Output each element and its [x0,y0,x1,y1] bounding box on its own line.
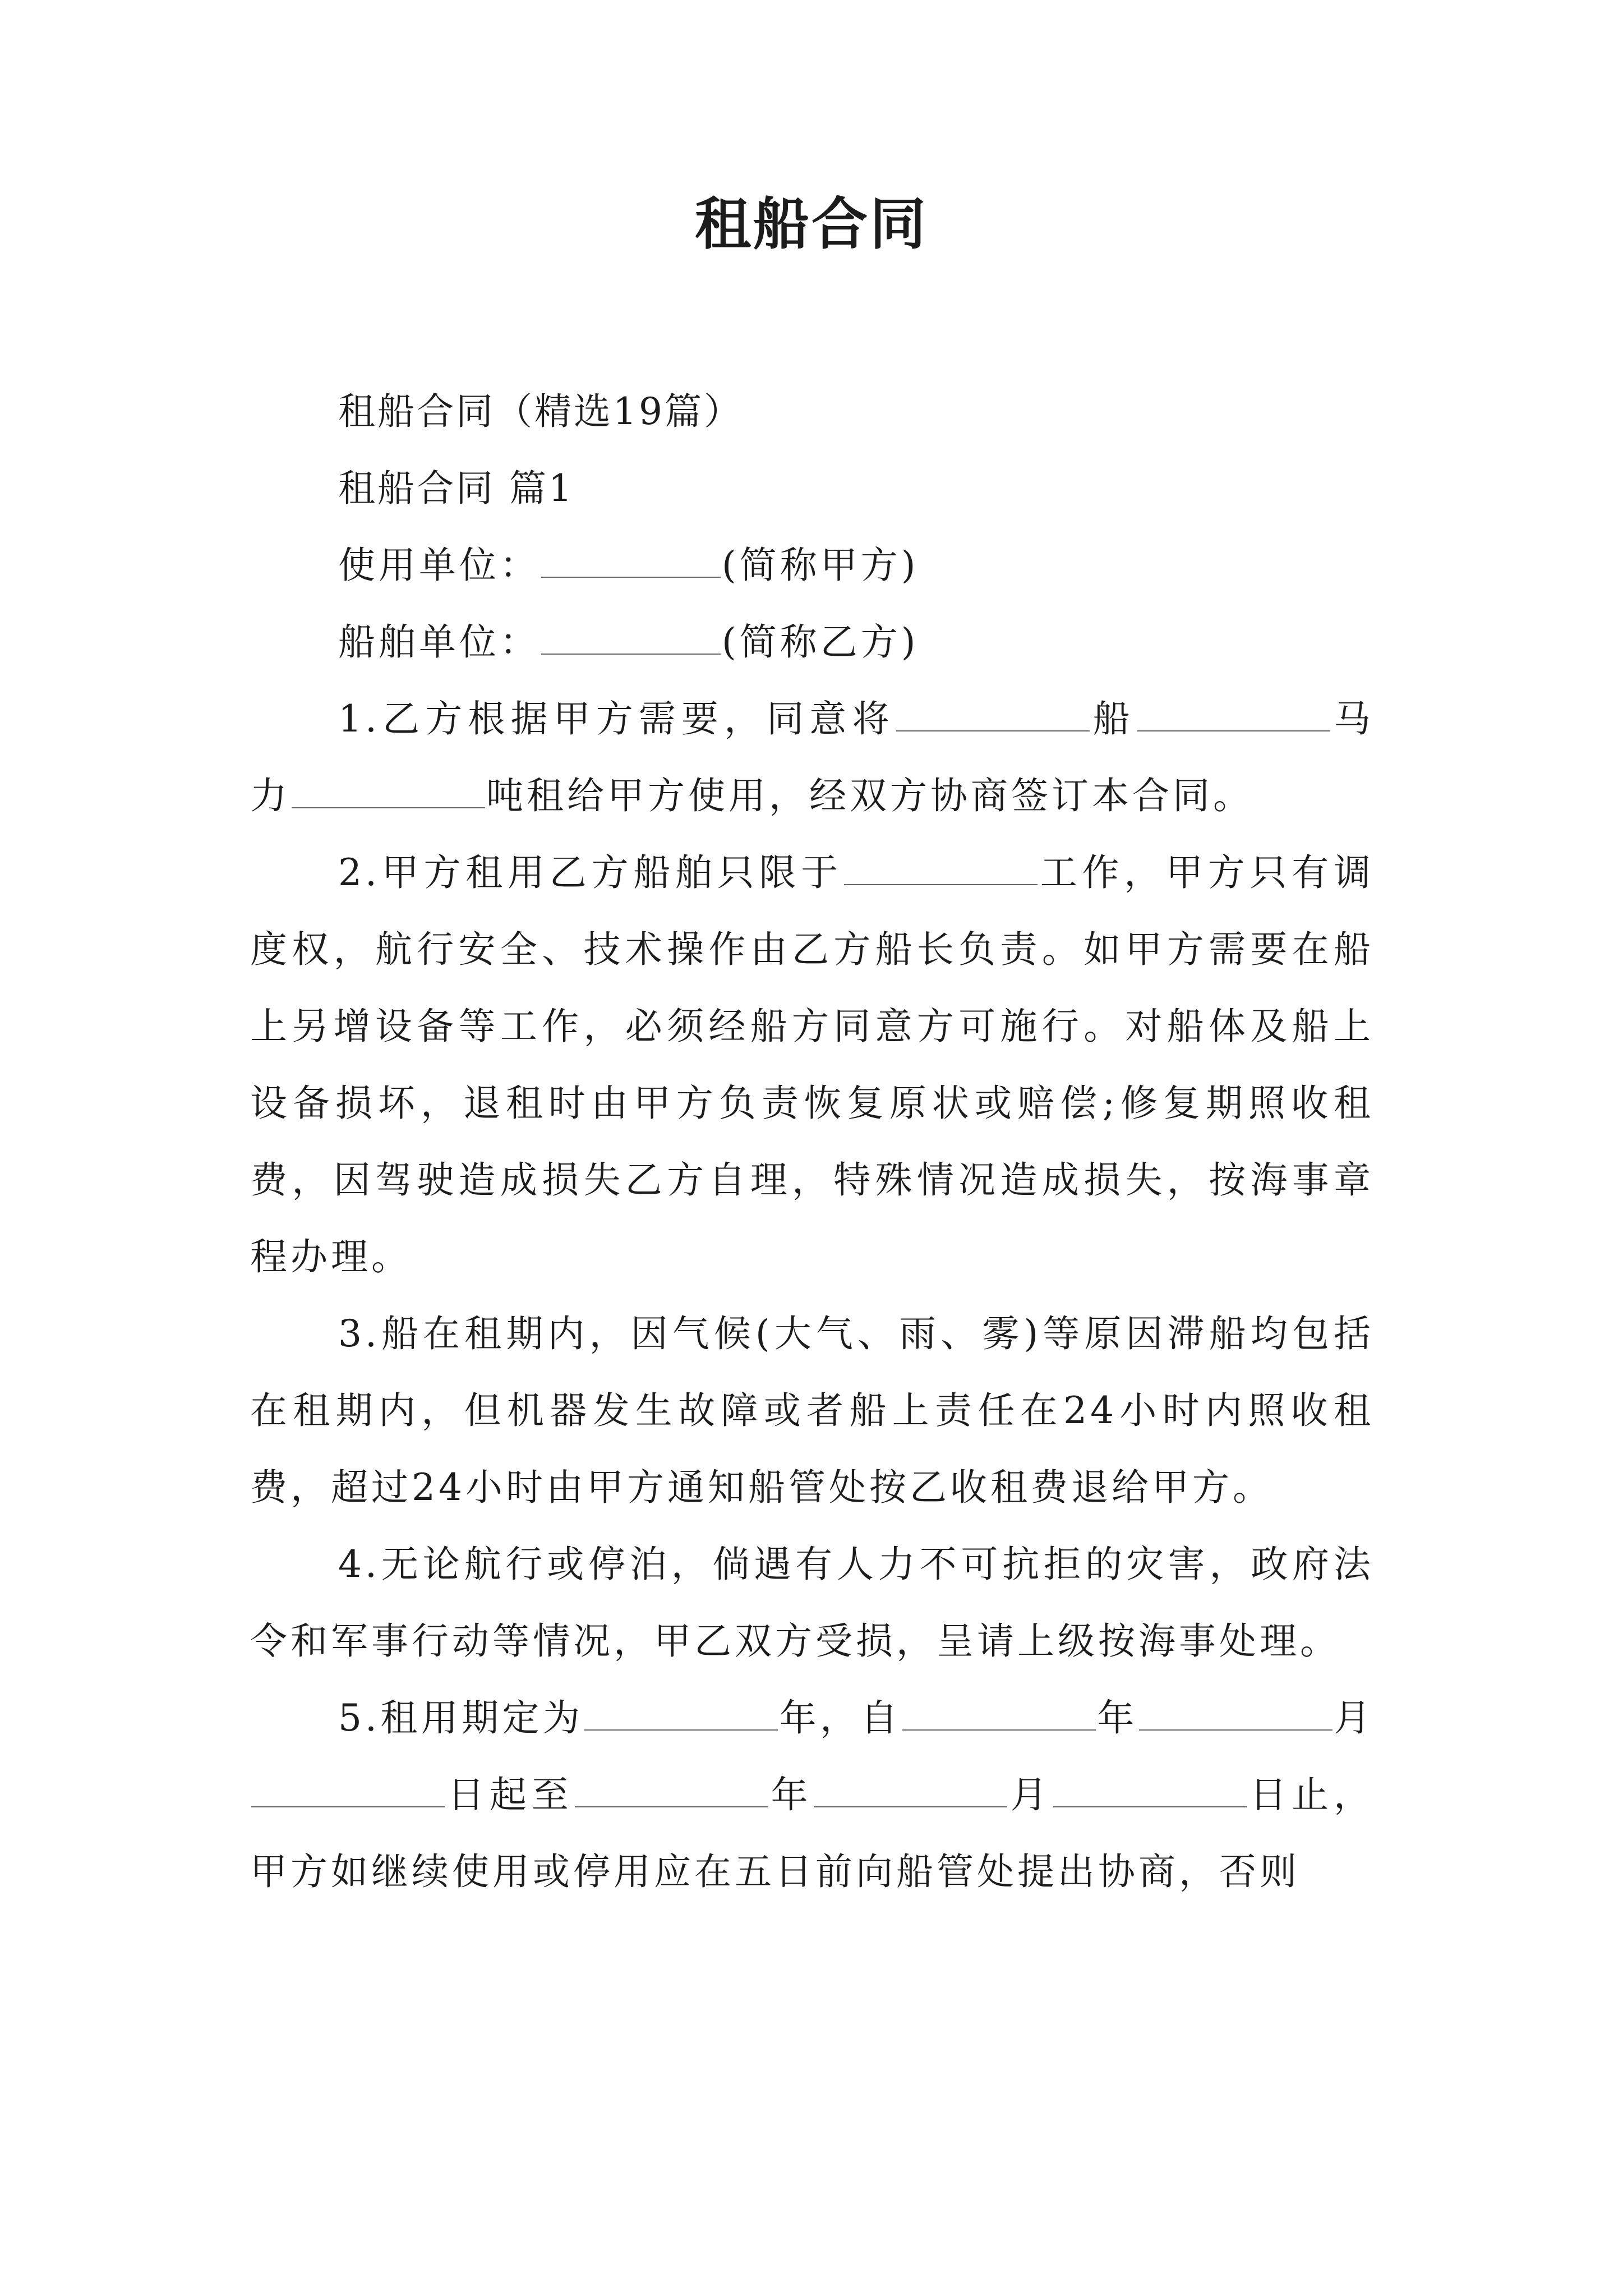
work-scope-blank [844,850,1038,885]
party-b-blank [541,620,721,655]
clause-5-text: 年，自 [779,1696,901,1740]
clause-1-text: 1.乙方根据甲方需要，同意将 [338,697,895,740]
clause-1-text: 船 [1090,697,1136,740]
clause-5-text: 年 [1096,1696,1138,1740]
ship-name-blank [896,697,1090,731]
tonnage-blank [292,774,485,808]
party-a-label: 使用单位： [338,544,540,587]
clause-5-text: 日起至 [446,1773,574,1816]
clause-1 [250,680,1374,834]
clause-3: 3.船在租期内，因气候(大气、雨、雾)等原因滞船均包括在租期内，但机器发生故障或者船上责任在24小时内照收租费，超过24小时由甲方通知船管处按乙收租费退给甲方。 [250,1312,1374,1509]
start-month-blank [1139,1696,1332,1731]
party-a-line [250,527,1374,604]
clause-1-text: 吨租给甲方使用，经双方协商签订本合同。 [486,774,1253,817]
end-day-blank [1053,1773,1247,1807]
party-b-line [250,604,1374,680]
clause-4: 4.无论航行或停泊，倘遇有人力不可抗拒的灾害，政府法令和军事行动等情况，甲乙双方受损，呈请上级按海事处理。 [250,1543,1374,1663]
clause-5-text: 月 [1008,1773,1053,1816]
clause-2-text: 2.甲方租用乙方船舶只限于 [338,851,843,894]
clause-5-text: 5.租用期定为 [338,1696,584,1740]
clause-2-text: 工作，甲方只有调度权，航行安全、技术操作由乙方船长负责。如甲方需要在船上另增设备等工作，必须经船方同意方可施行。对船体及船上设备损坏，退租时由甲方负责恢复原状或赔偿;修复期照收租费，因驾驶造成损失乙方自理，特殊情况造成损失，按海事章程办理。 [250,851,1374,1278]
end-year-blank [575,1773,768,1807]
clause-2 [250,834,1374,1295]
party-a-suffix: (简称甲方) [722,544,919,587]
horsepower-blank [1137,697,1330,731]
start-year-blank [902,1696,1096,1731]
start-day-blank [251,1773,445,1807]
clause-5-text: 日止，甲方如继续使用或停用应在五日前向船管处提出协商，否则 [250,1773,1375,1893]
party-b-label: 船舶单位： [338,620,540,664]
document-title: 租船合同 [695,191,928,257]
party-b-suffix: (简称乙方) [722,620,919,664]
document-body [250,373,1374,1910]
party-a-blank [541,543,721,578]
clause-5-text: 月 [1333,1696,1375,1740]
clause-1-text: 马力 [250,697,1375,817]
document-subtitle: 租船合同（精选19篇） [338,390,743,433]
clause-5-text: 年 [769,1773,813,1816]
end-month-blank [814,1773,1007,1807]
clause-5 [250,1680,1374,1910]
section-heading: 租船合同 篇1 [338,467,574,510]
term-years-blank [584,1696,778,1731]
